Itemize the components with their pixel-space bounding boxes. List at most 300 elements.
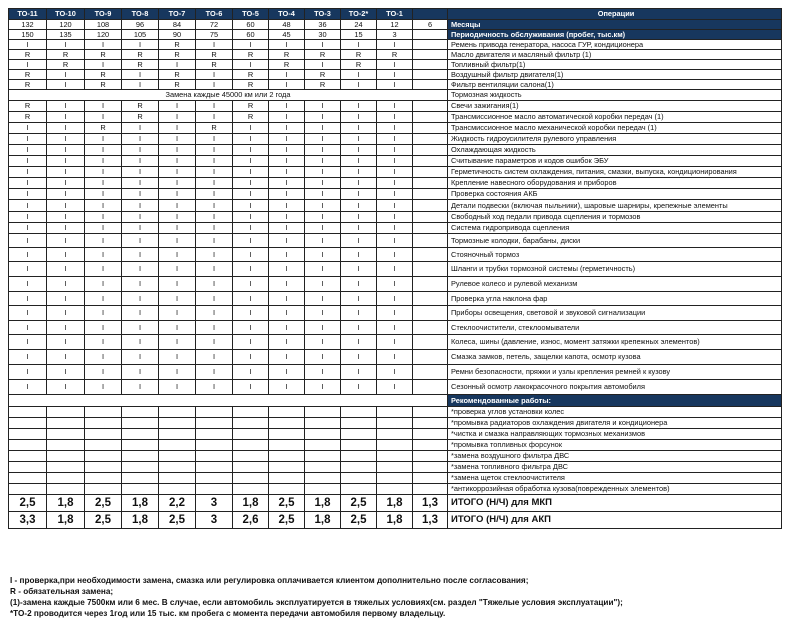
recommended-empty-cell [159, 462, 196, 473]
schedule-cell-empty [413, 178, 448, 189]
schedule-cell: I [269, 365, 305, 380]
schedule-cell: I [377, 40, 413, 50]
schedule-cell: I [159, 321, 196, 335]
months-cell: 24 [341, 20, 377, 30]
schedule-cell: I [341, 112, 377, 123]
schedule-cell: I [9, 335, 47, 350]
table-row [9, 9, 782, 20]
schedule-cell: I [85, 223, 122, 234]
operation-label: Воздушный фильтр двигателя(1) [448, 70, 782, 80]
total-value: 2,6 [233, 512, 269, 529]
recommended-header: Рекомендованные работы: [448, 395, 782, 407]
recommended-empty-cell [377, 484, 413, 495]
schedule-cell: I [85, 167, 122, 178]
mileage-label: Периодичность обслуживания (пробег, тыс.км) [448, 30, 782, 40]
recommended-empty-cell [9, 484, 47, 495]
operation-label: Ремень привода генератора, насоса ГУР, кондиционера [448, 40, 782, 50]
recommended-empty-cell [122, 451, 159, 462]
schedule-cell: I [9, 321, 47, 335]
schedule-cell: I [85, 380, 122, 395]
schedule-cell: I [159, 234, 196, 248]
table-row [9, 212, 782, 223]
schedule-cell: I [269, 248, 305, 262]
table-row [9, 90, 782, 101]
recommended-empty-cell [341, 418, 377, 429]
schedule-cell: I [196, 101, 233, 112]
table-row [9, 112, 782, 123]
months-cell: 96 [122, 20, 159, 30]
table-row [9, 473, 782, 484]
schedule-cell: I [9, 277, 47, 292]
schedule-cell: I [122, 365, 159, 380]
schedule-cell: I [47, 321, 85, 335]
schedule-cell: I [196, 156, 233, 167]
schedule-cell: I [159, 200, 196, 212]
schedule-cell: I [85, 335, 122, 350]
schedule-cell: I [377, 70, 413, 80]
schedule-cell: I [196, 178, 233, 189]
recommended-empty-cell [341, 429, 377, 440]
schedule-cell: I [233, 167, 269, 178]
schedule-cell: I [341, 200, 377, 212]
schedule-cell-empty [413, 248, 448, 262]
schedule-cell: I [269, 101, 305, 112]
recommended-empty-cell [196, 484, 233, 495]
schedule-cell: I [9, 262, 47, 277]
schedule-cell: I [85, 365, 122, 380]
operation-label: Сезонный осмотр лакокрасочного покрытия автомобиля [448, 380, 782, 395]
schedule-cell: I [122, 70, 159, 80]
schedule-cell: I [9, 350, 47, 365]
schedule-cell: I [85, 200, 122, 212]
schedule-cell: I [9, 380, 47, 395]
recommended-empty-cell [47, 418, 85, 429]
schedule-cell: I [341, 234, 377, 248]
schedule-cell: I [341, 189, 377, 200]
operation-label: Свободный ход педали привода сцепления и тормозов [448, 212, 782, 223]
note-line: R - обязательная замена; [10, 587, 114, 596]
table-row [9, 156, 782, 167]
table-row [9, 335, 782, 350]
schedule-cell: I [47, 80, 85, 90]
schedule-cell: I [305, 60, 341, 70]
schedule-cell: R [377, 50, 413, 60]
recommended-empty-cell [305, 462, 341, 473]
column-header-empty [413, 9, 448, 20]
recommended-empty-cell [233, 440, 269, 451]
schedule-cell-empty [413, 365, 448, 380]
recommended-empty-cell [341, 407, 377, 418]
schedule-cell: I [85, 321, 122, 335]
schedule-cell: I [47, 40, 85, 50]
recommended-empty-cell [413, 418, 448, 429]
schedule-cell-empty [413, 380, 448, 395]
schedule-cell: I [47, 134, 85, 145]
schedule-cell: I [377, 350, 413, 365]
legend-notes [10, 575, 780, 619]
table-row [9, 429, 782, 440]
total-value: 3,3 [9, 512, 47, 529]
schedule-cell: I [377, 365, 413, 380]
operation-label: Шланги и трубки тормозной системы (герметичность) [448, 262, 782, 277]
table-row [9, 306, 782, 321]
schedule-cell: I [122, 200, 159, 212]
schedule-cell-empty [413, 123, 448, 134]
operations-header: Операции [448, 9, 782, 20]
schedule-cell: I [305, 40, 341, 50]
recommended-empty-cell [233, 462, 269, 473]
recommended-empty-cell [85, 407, 122, 418]
mileage-cell: 15 [341, 30, 377, 40]
recommended-empty-cell [305, 440, 341, 451]
schedule-cell: I [47, 350, 85, 365]
schedule-cell: I [233, 200, 269, 212]
column-header: ТО-7 [159, 9, 196, 20]
schedule-cell: I [47, 365, 85, 380]
schedule-cell: I [269, 200, 305, 212]
schedule-cell: I [85, 189, 122, 200]
recommended-item: *промывка топливных форсунок [448, 440, 782, 451]
schedule-cell: I [233, 178, 269, 189]
schedule-cell: R [47, 60, 85, 70]
schedule-cell: I [47, 277, 85, 292]
total-value: 1,8 [47, 495, 85, 512]
note-line: I - проверка,при необходимости замена, смазка или регулировка оплачивается клиентом дополнительно после согласования; [10, 576, 529, 585]
recommended-empty-cell [377, 451, 413, 462]
schedule-cell: I [9, 200, 47, 212]
schedule-cell: I [305, 365, 341, 380]
total-value: 1,3 [413, 495, 448, 512]
schedule-cell: I [341, 335, 377, 350]
total-value: 1,3 [413, 512, 448, 529]
schedule-cell: I [341, 123, 377, 134]
table-row [9, 407, 782, 418]
schedule-cell: I [377, 60, 413, 70]
schedule-cell: I [47, 306, 85, 321]
schedule-cell: I [196, 212, 233, 223]
schedule-cell: I [233, 60, 269, 70]
schedule-cell-empty [413, 145, 448, 156]
recommended-empty-cell [305, 418, 341, 429]
operation-label: Стояночный тормоз [448, 248, 782, 262]
recommended-empty-cell [122, 440, 159, 451]
schedule-cell: I [196, 380, 233, 395]
months-cell: 108 [85, 20, 122, 30]
schedule-cell: I [47, 200, 85, 212]
column-header: ТО-11 [9, 9, 47, 20]
schedule-cell: I [269, 350, 305, 365]
schedule-cell: I [377, 134, 413, 145]
schedule-cell: I [233, 134, 269, 145]
schedule-cell: R [341, 60, 377, 70]
months-cell: 12 [377, 20, 413, 30]
schedule-cell: R [9, 50, 47, 60]
schedule-cell: I [122, 178, 159, 189]
schedule-cell: R [9, 80, 47, 90]
recommended-empty-cell [233, 418, 269, 429]
schedule-cell: I [196, 80, 233, 90]
recommended-empty-cell [159, 429, 196, 440]
months-cell: 6 [413, 20, 448, 30]
schedule-cell: I [9, 223, 47, 234]
recommended-empty-cell [47, 473, 85, 484]
schedule-cell: I [305, 212, 341, 223]
recommended-empty-cell [9, 462, 47, 473]
schedule-cell: I [341, 248, 377, 262]
total-value: 1,8 [122, 495, 159, 512]
table-row [9, 292, 782, 306]
schedule-cell: I [122, 277, 159, 292]
schedule-cell-empty [413, 212, 448, 223]
schedule-cell-empty [413, 40, 448, 50]
recommended-item: *замена щеток стеклоочистителя [448, 473, 782, 484]
recommended-empty-cell [196, 451, 233, 462]
recommended-empty-cell [413, 462, 448, 473]
schedule-cell: I [196, 365, 233, 380]
schedule-cell: I [122, 167, 159, 178]
operation-label: Топливный фильтр(1) [448, 60, 782, 70]
schedule-cell: I [47, 223, 85, 234]
schedule-cell: I [122, 292, 159, 306]
schedule-cell: I [233, 189, 269, 200]
recommended-empty-cell [305, 473, 341, 484]
recommended-empty-cell [269, 418, 305, 429]
schedule-cell: I [85, 156, 122, 167]
schedule-cell: I [233, 321, 269, 335]
schedule-cell: I [159, 277, 196, 292]
schedule-cell: I [377, 80, 413, 90]
schedule-cell-empty [413, 335, 448, 350]
schedule-cell: I [47, 234, 85, 248]
recommended-empty-cell [305, 484, 341, 495]
recommended-empty-cell [9, 473, 47, 484]
schedule-cell: I [47, 212, 85, 223]
table-row [9, 365, 782, 380]
operation-label: Герметичность систем охлаждения, питания, смазки, выпуска, кондиционирования [448, 167, 782, 178]
schedule-cell: I [196, 277, 233, 292]
schedule-cell: I [341, 350, 377, 365]
recommended-empty-cell [122, 407, 159, 418]
schedule-cell: I [196, 112, 233, 123]
recommended-empty-cell [159, 484, 196, 495]
schedule-cell: I [47, 248, 85, 262]
table-row [9, 200, 782, 212]
schedule-cell: I [341, 178, 377, 189]
schedule-cell: I [269, 189, 305, 200]
schedule-cell: I [305, 262, 341, 277]
recommended-empty-cell [85, 462, 122, 473]
recommended-empty-cell [85, 473, 122, 484]
schedule-cell: I [341, 321, 377, 335]
schedule-cell: I [233, 40, 269, 50]
schedule-cell-empty [413, 70, 448, 80]
total-label: ИТОГО (Н/Ч) для АКП [448, 512, 782, 529]
schedule-cell-empty [413, 262, 448, 277]
schedule-cell-empty [413, 156, 448, 167]
schedule-cell: I [9, 178, 47, 189]
table-row [9, 145, 782, 156]
recommended-empty-cell [413, 473, 448, 484]
schedule-cell: I [377, 101, 413, 112]
schedule-cell: R [196, 60, 233, 70]
months-cell: 120 [47, 20, 85, 30]
schedule-cell: I [85, 262, 122, 277]
schedule-cell: I [377, 123, 413, 134]
recommended-empty-cell [122, 473, 159, 484]
recommended-empty-cell [196, 429, 233, 440]
total-value: 2,5 [159, 512, 196, 529]
recommended-empty-cell [85, 451, 122, 462]
recommended-empty-cell [377, 407, 413, 418]
schedule-cell: I [377, 112, 413, 123]
schedule-cell: I [305, 112, 341, 123]
months-cell: 84 [159, 20, 196, 30]
recommended-empty-cell [341, 451, 377, 462]
schedule-cell: I [47, 335, 85, 350]
schedule-cell: I [341, 134, 377, 145]
recommended-empty-cell [47, 451, 85, 462]
operation-label: Трансмиссионное масло механической коробки передач (1) [448, 123, 782, 134]
schedule-cell: I [269, 156, 305, 167]
table-row [9, 40, 782, 50]
schedule-cell: I [305, 200, 341, 212]
recommended-empty-cell [305, 407, 341, 418]
operation-label: Проверка состояния АКБ [448, 189, 782, 200]
schedule-cell: I [269, 262, 305, 277]
operation-label: Считывание параметров и кодов ошибок ЭБУ [448, 156, 782, 167]
maintenance-table [8, 8, 782, 529]
operation-label: Смазка замков, петель, защелки капота, осмотр кузова [448, 350, 782, 365]
recommended-empty-cell [269, 451, 305, 462]
schedule-cell: I [159, 60, 196, 70]
schedule-cell: R [159, 40, 196, 50]
schedule-cell: I [122, 335, 159, 350]
schedule-cell: I [377, 306, 413, 321]
schedule-cell-empty [413, 189, 448, 200]
total-value: 2,5 [269, 495, 305, 512]
schedule-cell: I [159, 134, 196, 145]
schedule-cell: I [47, 262, 85, 277]
table-row [9, 30, 782, 40]
recommended-empty-cell [122, 418, 159, 429]
schedule-cell: R [269, 50, 305, 60]
mileage-cell: 60 [233, 30, 269, 40]
operation-label: Рулевое колесо и рулевой механизм [448, 277, 782, 292]
schedule-cell: I [233, 365, 269, 380]
column-header: ТО-10 [47, 9, 85, 20]
table-row [9, 70, 782, 80]
column-header: ТО-4 [269, 9, 305, 20]
schedule-cell-empty [413, 112, 448, 123]
schedule-cell: I [196, 350, 233, 365]
recommended-empty-cell [377, 418, 413, 429]
schedule-cell: R [159, 70, 196, 80]
schedule-cell-empty [413, 60, 448, 70]
schedule-cell: I [196, 223, 233, 234]
schedule-cell: I [377, 292, 413, 306]
schedule-cell-empty [413, 101, 448, 112]
total-value: 2,5 [85, 512, 122, 529]
schedule-cell: I [196, 145, 233, 156]
schedule-cell: I [9, 306, 47, 321]
schedule-cell: I [159, 156, 196, 167]
recommended-empty-cell [9, 429, 47, 440]
months-cell: 60 [233, 20, 269, 30]
recommended-empty-cell [47, 429, 85, 440]
schedule-cell: I [269, 167, 305, 178]
mileage-cell: 75 [196, 30, 233, 40]
table-row [9, 101, 782, 112]
schedule-cell: I [9, 234, 47, 248]
recommended-empty-cell [269, 429, 305, 440]
recommended-item: *проверка углов установки колес [448, 407, 782, 418]
schedule-cell-empty [413, 306, 448, 321]
schedule-cell: R [122, 101, 159, 112]
schedule-cell: I [305, 134, 341, 145]
table-row [9, 262, 782, 277]
schedule-cell: I [341, 223, 377, 234]
schedule-cell: I [159, 350, 196, 365]
recommended-empty-cell [341, 473, 377, 484]
schedule-cell: R [47, 50, 85, 60]
recommended-empty-cell [85, 418, 122, 429]
schedule-cell: I [159, 292, 196, 306]
recommended-empty-cell [341, 440, 377, 451]
schedule-cell: R [196, 50, 233, 60]
recommended-empty-cell [9, 440, 47, 451]
schedule-cell: I [122, 80, 159, 90]
schedule-cell: I [233, 223, 269, 234]
schedule-cell: R [305, 80, 341, 90]
schedule-cell: I [159, 101, 196, 112]
mileage-cell: 105 [122, 30, 159, 40]
recommended-item: *чистка и смазка направляющих тормозных механизмов [448, 429, 782, 440]
total-value: 3 [196, 512, 233, 529]
recommended-empty-cell [122, 429, 159, 440]
schedule-cell-empty [413, 292, 448, 306]
schedule-cell: R [9, 101, 47, 112]
total-label: ИТОГО (Н/Ч) для МКП [448, 495, 782, 512]
schedule-cell: I [377, 167, 413, 178]
schedule-cell: R [341, 50, 377, 60]
section-spacer [9, 395, 448, 407]
schedule-cell: I [233, 234, 269, 248]
schedule-cell: I [341, 156, 377, 167]
schedule-cell: I [159, 167, 196, 178]
total-value: 1,8 [377, 512, 413, 529]
operation-label: Фильтр вентиляции салона(1) [448, 80, 782, 90]
schedule-cell: I [85, 40, 122, 50]
mileage-cell: 90 [159, 30, 196, 40]
recommended-empty-cell [233, 484, 269, 495]
schedule-cell: I [377, 380, 413, 395]
recommended-empty-cell [413, 407, 448, 418]
schedule-cell: R [85, 50, 122, 60]
schedule-cell: I [341, 145, 377, 156]
column-header: ТО-3 [305, 9, 341, 20]
schedule-cell: I [196, 248, 233, 262]
operation-label: Охлаждающая жидкость [448, 145, 782, 156]
schedule-cell: I [269, 234, 305, 248]
schedule-cell: I [269, 80, 305, 90]
schedule-cell: I [305, 167, 341, 178]
schedule-cell: I [305, 234, 341, 248]
table-row [9, 418, 782, 429]
schedule-cell: I [341, 40, 377, 50]
operation-label: Свечи зажигания(1) [448, 101, 782, 112]
schedule-cell: R [85, 80, 122, 90]
total-value: 2,5 [9, 495, 47, 512]
